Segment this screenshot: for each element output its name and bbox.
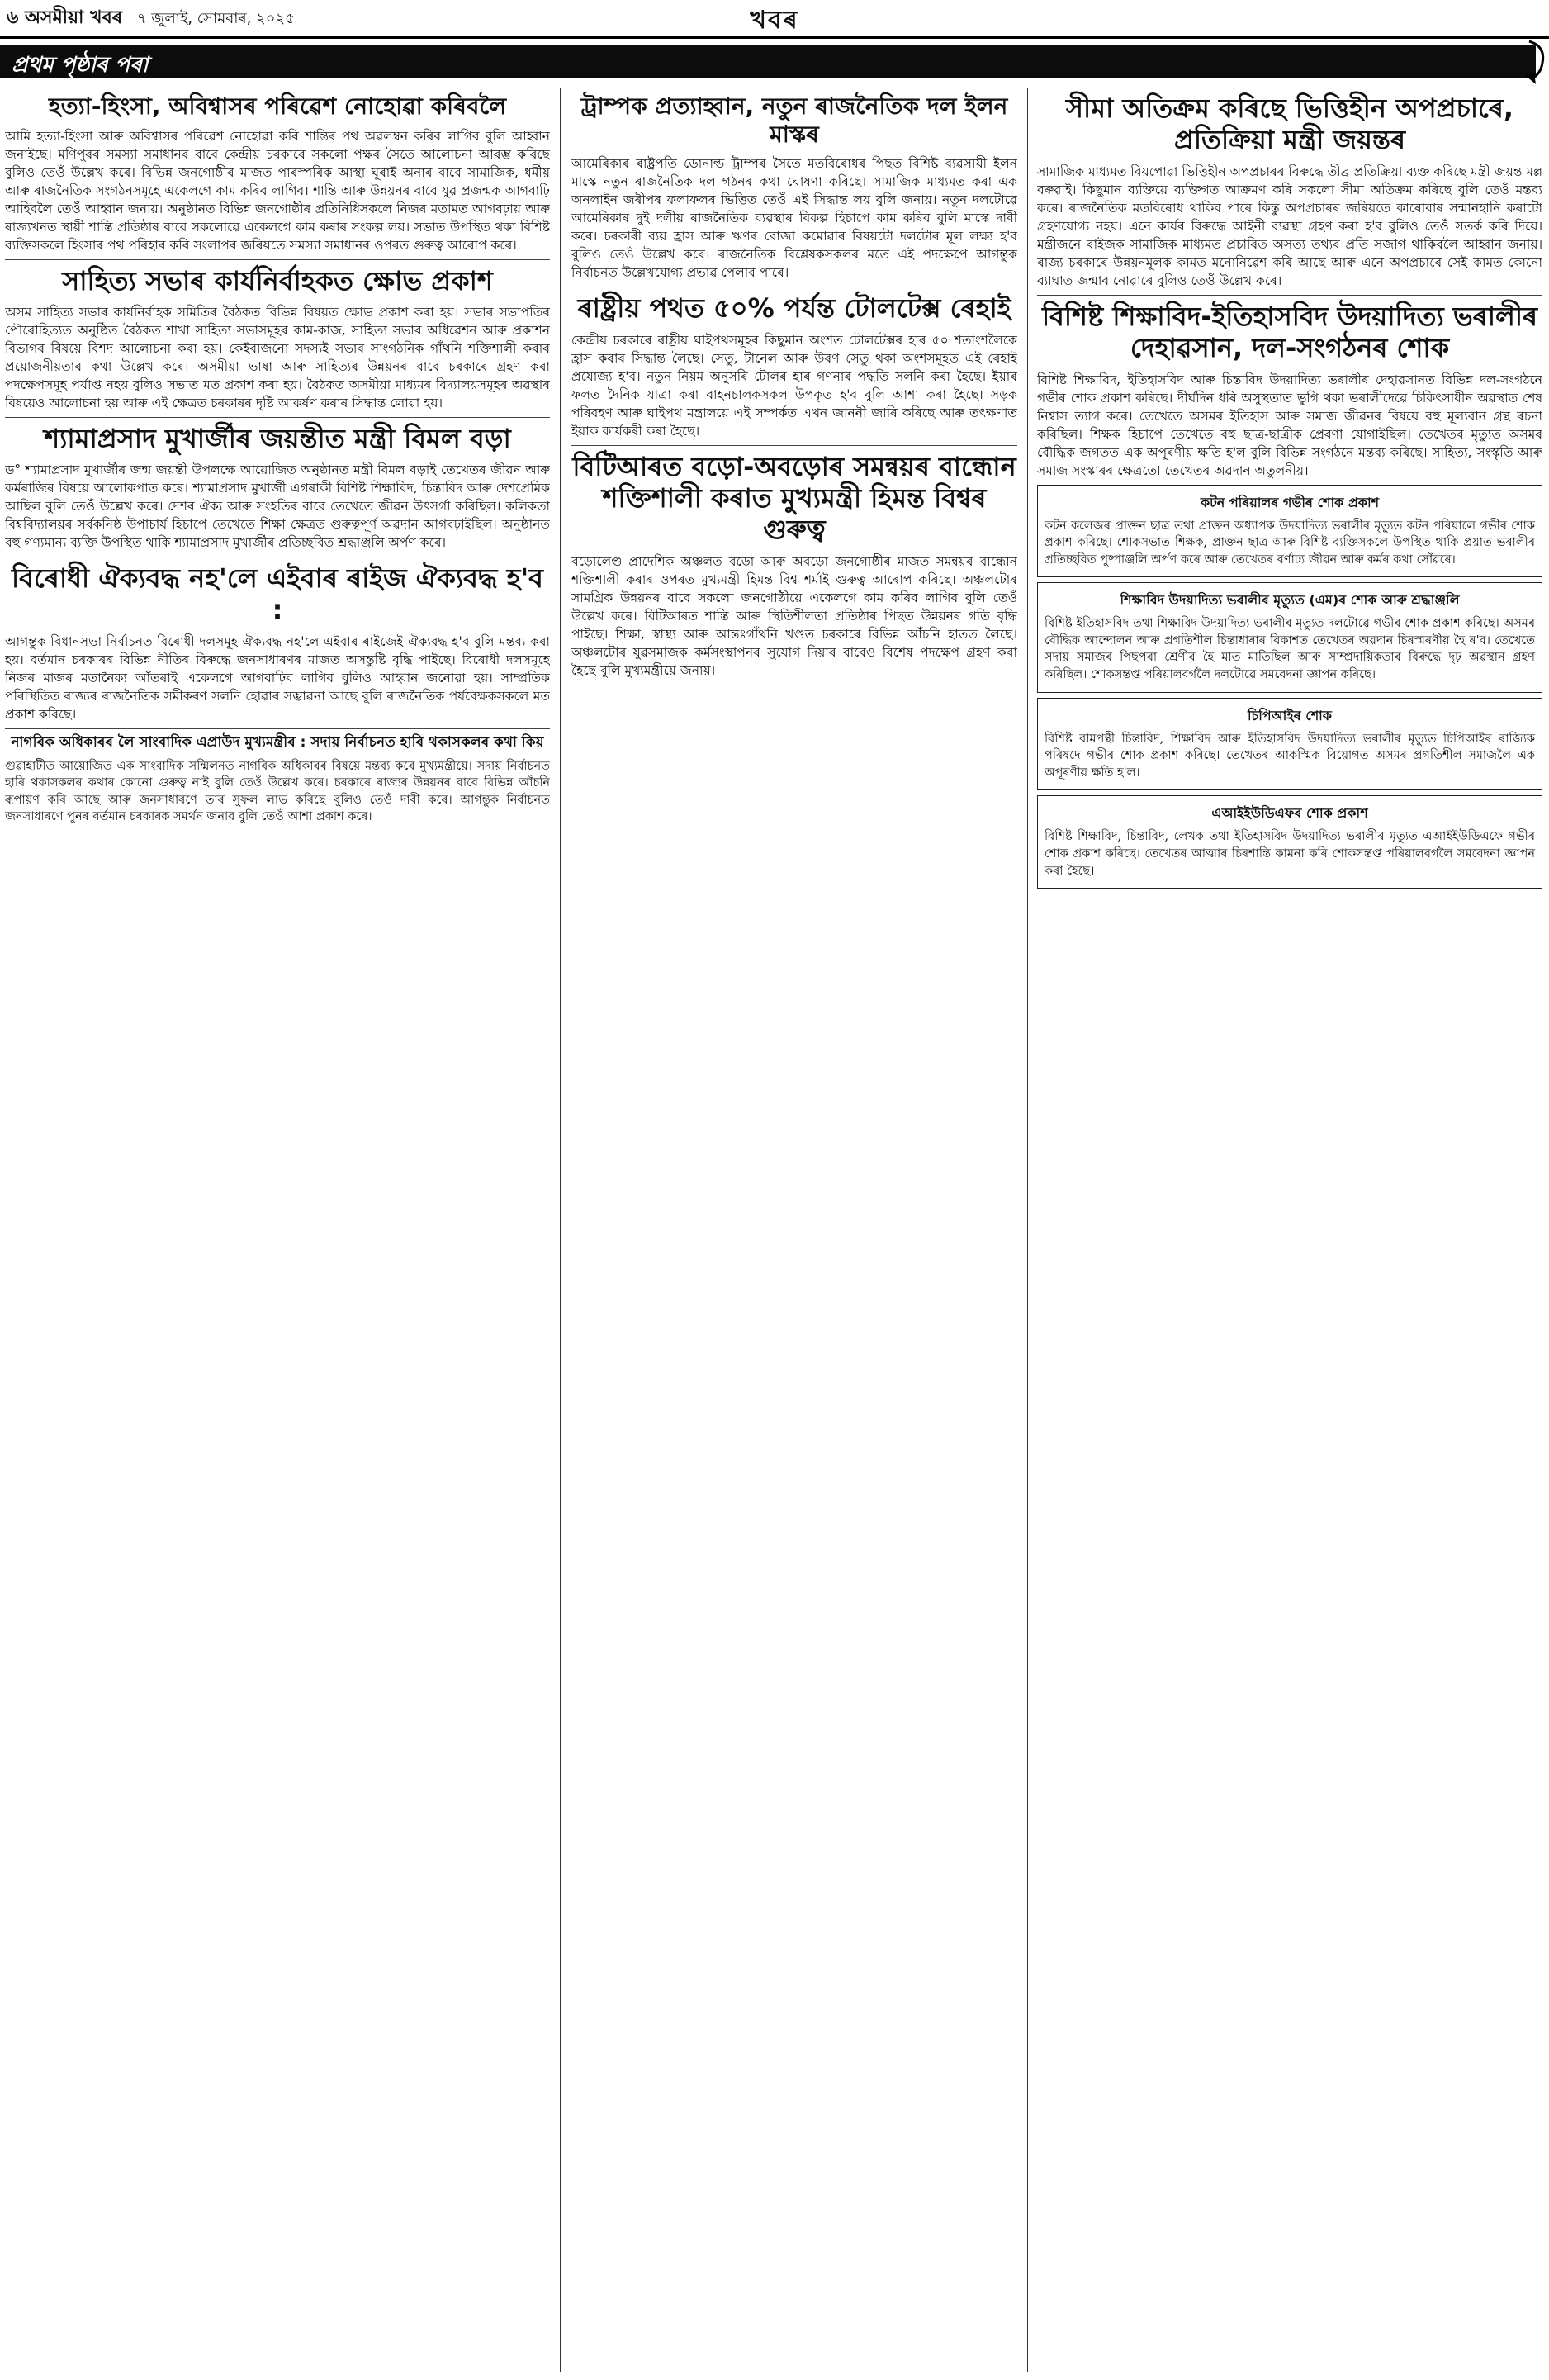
headline-sahitya-sabha: সাহিত্য সভাৰ কাৰ্যনিৰ্বাহকত ক্ষোভ প্ৰকাশ — [62, 264, 493, 296]
subhead-party-condolence: শিক্ষাবিদ উদয়াদিত্য ভৰালীৰ মৃত্যুত (এম)ৰ শোক আৰু শ্ৰদ্ধাঞ্জলি — [1120, 592, 1460, 609]
article-body-citizen-rights: গুৱাহাটীত আয়োজিত এক সাংবাদিক সন্মিলনত নাগৰিক অধিকাৰৰ বিষয়ে মন্তব্য কৰে মুখ্যমন্ত্ৰীয়ে। সদায় নিৰ্বাচনত হাৰি থকাসকলৰ কথাৰ কোনো গুৰুত্ব নাই বুলি তেওঁ উল্লেখ কৰে। চৰকাৰে ৰাজ্যৰ উন্নয়নৰ বাবে বিভিন্ন আঁচনি ৰূপায়ণ কৰি আছে আৰু জনসাধাৰণে তাৰ সুফল লাভ কৰিছে বুলিও তেওঁ দাবী কৰে। আগন্তুক নিৰ্বাচনত জনসাধাৰণে পুনৰ বৰ্তমান চৰকাৰক সমৰ্থন জনাব বুলি তেওঁ আশা প্ৰকাশ কৰে। — [5, 759, 550, 824]
article-divider — [1037, 295, 1542, 296]
headline-minister-jayanta: সীমা অতিক্ৰম কৰিছে ভিত্তিহীন অপপ্ৰচাৰে, প্ৰতিক্ৰিয়া মন্ত্ৰী জয়ন্তৰ — [1065, 92, 1514, 156]
article-body-bharali-demise: বিশিষ্ট শিক্ষাবিদ, ইতিহাসবিদ আৰু চিন্তাবিদ উদয়াদিত্য ভৰালীৰ দেহাৱসানত বিভিন্ন দল-সংগঠনে গভীৰ শোক প্ৰকাশ কৰিছে। দীৰ্ঘদিন ধৰি অসুস্থতাত ভুগি থকা ভৰালীদেৱে চিকিৎসাধীন অৱস্থাত শেষ নিশ্বাস ত্যাগ কৰে। তেখেতে অসমৰ ইতিহাস আৰু সমাজ জীৱনৰ বিষয়ে বহু মূল্যবান গ্ৰন্থ ৰচনা কৰিছিল। শিক্ষক হিচাপে তেখেতে বহু ছাত্ৰ-ছাত্ৰীক প্ৰেৰণা যোগাইছিল। তেখেতৰ মৃত্যুত অসমৰ বৌদ্ধিক জগতত এক অপূৰণীয় ক্ষতি হ'ল বুলি বিভিন্ন সংগঠনে মন্তব্য কৰিছে। সাহিত্য, সংস্কৃতি আৰু সমাজ সংস্কাৰৰ ক্ষেত্ৰতো তেখেতৰ অৱদান অতুলনীয়। — [1037, 372, 1542, 478]
column-left — [5, 88, 550, 2375]
section-title: খবৰ — [750, 6, 799, 35]
article-body-musk-party: আমেৰিকাৰ ৰাষ্ট্ৰপতি ডোনাল্ড ট্ৰাম্পৰ সৈতে মতবিৰোধৰ পিছত বিশিষ্ট ব্যৱসায়ী ইলন মাস্কে নতুন ৰাজনৈতিক দল গঠনৰ কথা ঘোষণা কৰিছে। সামাজিক মাধ্যমত কৰা এক অনলাইন জৰীপৰ ফলাফলৰ ভিত্তিত তেওঁ এই সিদ্ধান্ত লয় বুলি জনায়। নতুন দলটোৱে আমেৰিকাৰ দুই দলীয় ৰাজনৈতিক ব্যৱস্থাৰ বিকল্প হিচাপে কাম কৰিব বুলি মাস্কে দাবী কৰে। চৰকাৰী ব্যয় হ্ৰাস আৰু ঋণৰ বোজা কমোৱাৰ বিষয়টো দলটোৰ মূল লক্ষ্য হ'ব বুলিও তেওঁ উল্লেখ কৰে। ৰাজনৈতিক বিশ্লেষকসকলৰ মতে এই পদক্ষেপে আগন্তুক নিৰ্বাচনত উল্লেখযোগ্য প্ৰভাৱ পেলাব পাৰে। — [571, 156, 1017, 281]
paper-name: অসমীয়া খবৰ — [24, 7, 123, 28]
subhead-cpi: চিপিআইৰ শোক — [1247, 707, 1332, 723]
headline-bharali-demise: বিশিষ্ট শিক্ষাবিদ-ইতিহাসবিদ উদয়াদিত্য ভৰালীৰ দেহাৱসান, দল-সংগঠনৰ শোক — [1041, 300, 1538, 364]
column-middle — [571, 88, 1017, 2375]
continuation-arrow-icon — [1526, 38, 1549, 84]
article-body-toll-tax: কেন্দ্ৰীয় চৰকাৰে ৰাষ্ট্ৰীয় ঘাইপথসমূহৰ কিছুমান অংশত টোলটেক্সৰ হাৰ ৫০ শতাংশলৈকে হ্ৰাস কৰাৰ সিদ্ধান্ত লৈছে। সেতু, টানেল আৰু উৰণ সেতু থকা অংশসমূহত এই ৰেহাই প্ৰযোজ্য হ'ব। নতুন নিয়ম অনুসৰি টোলৰ হাৰ গণনাৰ পদ্ধতি সলনি কৰা হৈছে। ইয়াৰ ফলত দৈনিক যাত্ৰা কৰা বাহনচালকসকল উপকৃত হ'ব বুলি আশা কৰা হৈছে। সড়ক পৰিবহণ আৰু ঘাইপথ মন্ত্ৰালয়ে এই সম্পৰ্কত এখন জাননী জাৰি কৰিছে আৰু তৎক্ষণাত ইয়াক কাৰ্যকৰী কৰা হৈছে। — [571, 332, 1017, 439]
headline-opposition-unity: বিৰোধী ঐক্যবদ্ধ নহ'লে এইবাৰ ৰাইজ ঐক্যবদ্ধ হ'ব : — [11, 562, 543, 626]
page-number: ৬ — [7, 7, 19, 28]
page-header — [0, 0, 1549, 33]
headline-citizen-rights: নাগৰিক অধিকাৰৰ লৈ সাংবাদিক এপ্ৰাউদ মুখ্যমন্ত্ৰীৰ : সদায় নিৰ্বাচনত হাৰি থকাসকলৰ কথা কিয় — [11, 734, 544, 751]
headline-syamaprasad: শ্যামাপ্ৰসাদ মুখাৰ্জীৰ জয়ন্তীত মন্ত্ৰী বিমল বড়া — [44, 422, 511, 454]
article-body-cotton: কটন কলেজৰ প্ৰাক্তন ছাত্ৰ তথা প্ৰাক্তন অধ্যাপক উদয়াদিত্য ভৰালীৰ মৃত্যুত কটন পৰিয়ালে গভীৰ শোক প্ৰকাশ কৰিছে। শোকসভাত শিক্ষক, প্ৰাক্তন ছাত্ৰ আৰু বিশিষ্ট ব্যক্তিসকলে উপস্থিত থাকি প্ৰয়াত ভৰালীৰ প্ৰতিচ্ছবিত পুষ্পাঞ্জলি অৰ্পণ কৰে আৰু তেখেতৰ বৰ্ণাঢ্য জীৱন আৰু কৰ্মৰ কথা সোঁৱৰে। — [1045, 519, 1535, 567]
article-body-syamaprasad: ড° শ্যামাপ্ৰসাদ মুখাৰ্জীৰ জন্ম জয়ন্তী উপলক্ষে আয়োজিত অনুষ্ঠানত মন্ত্ৰী বিমল বড়াই তেখেতৰ জীৱন আৰু কৰ্মৰাজিৰ বিষয়ে আলোকপাত কৰে। শ্যামাপ্ৰসাদ মুখাৰ্জী এগৰাকী বিশিষ্ট শিক্ষাবিদ, চিন্তাবিদ আৰু দেশপ্ৰেমিক আছিল বুলি তেওঁ উল্লেখ কৰে। দেশৰ ঐক্য আৰু সংহতিৰ বাবে তেখেতে জীৱন উৎসৰ্গা কৰিছিল। কলিকতা বিশ্ববিদ্যালয়ৰ সৰ্বকনিষ্ঠ উপাচাৰ্য হিচাপে তেখেতে শিক্ষা ক্ষেত্ৰত গুৰুত্বপূৰ্ণ অৱদান আগবঢ়াইছিল। অনুষ্ঠানত বহু গণ্যমান্য ব্যক্তি উপস্থিত থাকি শ্যামাপ্ৰসাদ মুখাৰ্জীৰ প্ৰতিচ্ছবিত শ্ৰদ্ধাঞ্জলি অৰ্পণ কৰে। — [5, 462, 550, 551]
subhead-aiudf: এআইইউডিএফৰ শোক প্ৰকাশ — [1211, 805, 1368, 822]
article-divider — [5, 417, 550, 418]
condolence-box-party — [1037, 582, 1542, 692]
article-body-btr-cm: বড়োলেণ্ড প্ৰাদেশিক অঞ্চলত বড়ো আৰু অবড়ো জনগোষ্ঠীৰ মাজত সমন্বয়ৰ বান্ধোন শক্তিশালী কৰাৰ ওপৰত মুখ্যমন্ত্ৰী হিমন্ত বিশ্ব শৰ্মাই গুৰুত্ব আৰোপ কৰিছে। অঞ্চলটোৰ সামগ্ৰিক উন্নয়নৰ বাবে সকলো জনগোষ্ঠীয়ে একেলগে কাম কৰিব লাগিব বুলি তেওঁ উল্লেখ কৰে। বিটিআৰত শান্তি আৰু স্থিতিশীলতা প্ৰতিষ্ঠাৰ পিছত উন্নয়নৰ গতি বৃদ্ধি পাইছে। শিক্ষা, স্বাস্থ্য আৰু আন্তঃগাঁথনি খণ্ডত চৰকাৰে বিভিন্ন আঁচনি হাতত লৈছে। অঞ্চলটোৰ যুৱসমাজক কৰ্মসংস্থাপনৰ সুযোগ দিয়াৰ বাবেও বিশেষ পদক্ষেপ গ্ৰহণ কৰা হৈছে বুলি মুখ্যমন্ত্ৰীয়ে জনায়। — [571, 553, 1017, 678]
article-body-opposition-unity: আগন্তুক বিধানসভা নিৰ্বাচনত বিৰোধী দলসমূহ ঐক্যবদ্ধ নহ'লে এইবাৰ ৰাইজেই ঐক্যবদ্ধ হ'ব বুলি মন্তব্য কৰা হয়। বৰ্তমান চৰকাৰৰ বিভিন্ন নীতিৰ বিৰুদ্ধে জনসাধাৰণৰ মাজত অসন্তুষ্টি বৃদ্ধি পাইছে। বিৰোধী দলসমূহে নিজৰ মাজৰ মতানৈক্য আঁতৰাই একেলগে আগবাঢ়িব লাগিব বুলিও আহ্বান জনোৱা হয়। সাম্প্ৰতিক পৰিস্থিতিত ৰাজ্যৰ ৰাজনৈতিক সমীকৰণ সলনি হোৱাৰ সম্ভাৱনা আছে বুলি ৰাজনৈতিক পৰ্যবেক্ষকসকলে মত প্ৰকাশ কৰিছে। — [5, 634, 550, 723]
headline-btr-cm: বিটিআৰত বড়ো-অবড়োৰ সমন্বয়ৰ বান্ধোন শক্তিশালী কৰাত মুখ্যমন্ত্ৰী হিমন্ত বিশ্বৰ গুৰুত্ব — [572, 450, 1016, 546]
headline-violence: হত্যা-হিংসা, অবিশ্বাসৰ পৰিৱেশ নোহোৱা কৰিবলৈ — [48, 92, 507, 120]
article-body-party-condolence: বিশিষ্ট ইতিহাসবিদ তথা শিক্ষাবিদ উদয়াদিত্য ভৰালীৰ মৃত্যুত দলটোৱে গভীৰ শোক প্ৰকাশ কৰিছে। অসমৰ বৌদ্ধিক আন্দোলন আৰু প্ৰগতিশীল চিন্তাধাৰাৰ বিকাশত তেখেতৰ অৱদান চিৰস্মৰণীয় হৈ ৰ'ব। তেখেতে সদায় সমাজৰ পিছপৰা শ্ৰেণীৰ হৈ মাত মাতিছিল আৰু সাম্প্ৰদায়িকতাৰ বিৰুদ্ধে দৃঢ় অৱস্থান গ্ৰহণ কৰিছিল। শোকসন্তপ্ত পৰিয়ালবৰ্গলৈ দলটোৱে সমবেদনা জ্ঞাপন কৰিছে। — [1045, 617, 1535, 682]
article-body-aiudf: বিশিষ্ট শিক্ষাবিদ, চিন্তাবিদ, লেখক তথা ইতিহাসবিদ উদয়াদিত্য ভৰালীৰ মৃত্যুত এআইইউডিএফে গভীৰ শোক প্ৰকাশ কৰিছে। তেখেতৰ আত্মাৰ চিৰশান্তি কামনা কৰি শোকসন্তপ্ত পৰিয়ালবৰ্গলৈ সমবেদনা জ্ঞাপন কৰা হৈছে। — [1045, 830, 1535, 878]
header-rule — [0, 36, 1549, 39]
headline-toll-tax: ৰাষ্ট্ৰীয় পথত ৫০% পৰ্যন্ত টোলটেক্স ৰেহাই — [577, 292, 1011, 325]
column-rule-1 — [560, 88, 561, 2372]
headline-musk-party: ট্ৰাম্পক প্ৰত্যাহ্বান, নতুন ৰাজনৈতিক দল ইলন মাস্কৰ — [580, 92, 1008, 148]
article-divider — [571, 445, 1017, 446]
article-divider — [5, 259, 550, 260]
article-body-cpi: বিশিষ্ট বামপন্থী চিন্তাবিদ, শিক্ষাবিদ আৰু ইতিহাসবিদ উদয়াদিত্য ভৰালীৰ মৃত্যুত চিপিআইৰ ৰাজ্যিক পৰিষদে গভীৰ শোক প্ৰকাশ কৰিছে। তেখেতৰ আকস্মিক বিয়োগত অসমৰ প্ৰগতিশীল সমাজলৈ এক অপূৰণীয় ক্ষতি হ'ল। — [1045, 732, 1535, 780]
article-body-minister-jayanta: সামাজিক মাধ্যমত বিয়পোৱা ভিত্তিহীন অপপ্ৰচাৰৰ বিৰুদ্ধে তীব্ৰ প্ৰতিক্ৰিয়া ব্যক্ত কৰিছে মন্ত্ৰী জয়ন্ত মল্ল বৰুৱাই। কিছুমান ব্যক্তিয়ে ব্যক্তিগত আক্ৰমণ কৰি সকলো সীমা অতিক্ৰম কৰিছে বুলি তেওঁ মন্তব্য কৰে। ৰাজনৈতিক মতবিৰোধ থাকিব পাৰে কিন্তু অপপ্ৰচাৰৰ জৰিয়তে কাৰোবাৰ সন্মানহানি কৰাটো গ্ৰহণযোগ্য নহয়। এনে কাৰ্যৰ বিৰুদ্ধে আইনী ব্যৱস্থা গ্ৰহণ কৰা হ'ব বুলিও তেওঁ সতৰ্ক কৰি দিয়ে। মন্ত্ৰীজনে ৰাইজক সামাজিক মাধ্যমত প্ৰচাৰিত অসত্য তথ্যৰ প্ৰতি সজাগ থাকিবলৈ আহ্বান জনায়। ৰাজ্য চৰকাৰে উন্নয়নমূলক কামত মনোনিৱেশ কৰি আছে আৰু এনে অপপ্ৰচাৰে সেই কামত কোনো ব্যাঘাত জন্মাব নোৱাৰে বুলিও তেওঁ উল্লেখ কৰে। — [1037, 164, 1542, 288]
article-body-violence: আমি হত্যা-হিংসা আৰু অবিশ্বাসৰ পৰিৱেশ নোহোৱা কৰি শান্তিৰ পথ অৱলম্বন কৰিব লাগিব বুলি আহ্বান জনাইছে। মণিপুৰৰ সমস্যা সমাধানৰ বাবে কেন্দ্ৰীয় চৰকাৰে সকলো পক্ষৰ সৈতে আলোচনা আৰম্ভ কৰিছে বুলিও তেওঁ উল্লেখ কৰে। বিভিন্ন জনগোষ্ঠীৰ মাজত পাৰস্পৰিক আস্থা ঘূৰাই অনাৰ বাবে সামাজিক, ধৰ্মীয় আৰু ৰাজনৈতিক সংগঠনসমূহে একেলগে কাম কৰিব লাগিব। শান্তি আৰু উন্নয়নৰ বাবে যুৱ প্ৰজন্মক আগবাঢ়ি আহিবলৈ তেওঁ আহ্বান জনায়। অনুষ্ঠানত বিভিন্ন জনগোষ্ঠীৰ প্ৰতিনিধিসকলে নিজৰ মতামত আগবঢ়ায় আৰু ৰাজ্যখনত স্থায়ী শান্তি প্ৰতিষ্ঠাৰ বাবে সকলোৱে একেলগে কাম কৰাৰ সংকল্প লয়। সভাত উপস্থিত থকা বিশিষ্ট ব্যক্তিসকলে হিংসাৰ পথ পৰিহাৰ কৰি সংলাপৰ জৰিয়তে সমস্যা সমাধানৰ ওপৰত গুৰুত্ব আৰোপ কৰে। — [5, 128, 550, 253]
column-right — [1037, 88, 1542, 2375]
condolence-box-aiudf — [1037, 795, 1542, 889]
banner-label: প্ৰথম পৃষ্ঠাৰ পৰা — [12, 53, 149, 78]
article-divider — [5, 728, 550, 729]
section-banner — [0, 45, 1536, 78]
column-rule-2 — [1027, 88, 1028, 2372]
condolence-box-cpi — [1037, 698, 1542, 791]
issue-date: ৭ জুলাই, সোমবাৰ, ২০২৫ — [136, 10, 295, 27]
condolence-box-cotton — [1037, 485, 1542, 578]
subhead-cotton: কটন পৰিয়ালৰ গভীৰ শোক প্ৰকাশ — [1200, 494, 1380, 510]
article-body-sahitya-sabha: অসম সাহিত্য সভাৰ কাৰ্যনিৰ্বাহক সমিতিৰ বৈঠকত বিভিন্ন বিষয়ত ক্ষোভ প্ৰকাশ কৰা হয়। সভাৰ সভাপতিৰ পৌৰোহিত্যত অনুষ্ঠিত বৈঠকত শাখা সাহিত্য সভাসমূহৰ কাম-কাজ, সাহিত্য সভাৰ অধিৱেশন আৰু প্ৰকাশন বিভাগৰ বিষয়ে বিশদ আলোচনা কৰা হয়। কেইবাজনো সদস্যই সভাৰ সাংগঠনিক গাঁথনি শক্তিশালী কৰাৰ প্ৰয়োজনীয়তাৰ কথা উল্লেখ কৰে। অসমীয়া ভাষা আৰু সাহিত্যৰ উন্নয়নৰ বাবে চৰকাৰে গ্ৰহণ কৰা পদক্ষেপসমূহ পৰ্যাপ্ত নহয় বুলিও সভাত মত প্ৰকাশ কৰা হয়। বৈঠকত অসমীয়া মাধ্যমৰ বিদ্যালয়সমূহৰ অৱস্থাৰ বিষয়েও আলোচনা হয় আৰু এই ক্ষেত্ৰত চৰকাৰৰ দৃষ্টি আকৰ্ষণ কৰাৰ সিদ্ধান্ত লোৱা হয়। — [5, 304, 550, 410]
